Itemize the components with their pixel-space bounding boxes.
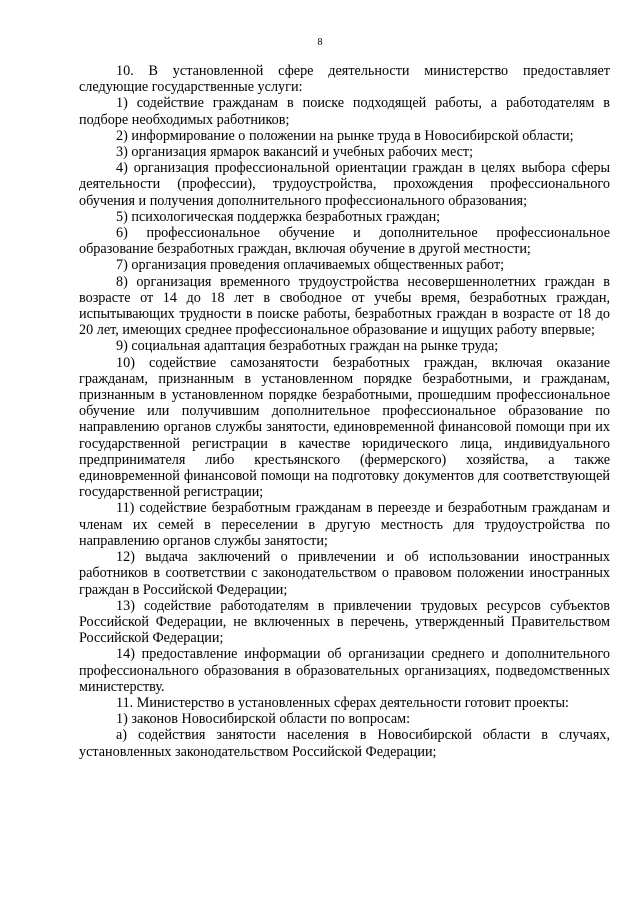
paragraph: а) содействия занятости населения в Новосибирской области в случаях, установленных законодательством Российской Федерации; <box>79 727 610 760</box>
paragraph: 9) социальная адаптация безработных граждан на рынке труда; <box>116 338 499 355</box>
paragraph: 11. Министерство в установленных сферах деятельности готовит проекты: <box>116 694 569 711</box>
paragraph: 4) организация профессиональной ориентации граждан в целях выбора сферы деятельности (профессии), трудоустройства, прохождения профессионального обучения и получения дополнительного профессионального образования; <box>79 160 610 209</box>
paragraph: 6) профессиональное обучение и дополнительное профессиональное образование безработных граждан, включая обучение в другой местности; <box>79 225 610 258</box>
document-body <box>79 63 610 760</box>
paragraph: 3) организация ярмарок вакансий и учебных рабочих мест; <box>116 144 474 161</box>
paragraph: 10) содействие самозанятости безработных граждан, включая оказание гражданам, признанным в установленном порядке безработными, и гражданам, признанным в установленном порядке безработными, прошедшим профессиональное обучение или получившим дополнительное профессиональное образование по направлению органов службы занятости, единовременной финансовой помощи при их государственной регистрации в качестве юридического лица, индивидуального предпринимателя либо крестьянского (фермерского) хозяйства, а также единовременной финансовой помощи на подготовку документов для соответствующей государственной регистрации; <box>79 354 610 501</box>
paragraph: 12) выдача заключений о привлечении и об использовании иностранных работников в соответствии с законодательством о правовом положении иностранных граждан в Российской Федерации; <box>79 549 610 598</box>
paragraph: 8) организация временного трудоустройства несовершеннолетних граждан в возрасте от 14 до 18 лет в свободное от учебы время, безработных граждан, испытывающих трудности в поиске работы, безработных граждан в возрасте от 18 до 20 лет, имеющих среднее профессиональное образование и ищущих работу впервые; <box>79 273 610 339</box>
page-number: 8 <box>317 37 323 48</box>
paragraph: 1) содействие гражданам в поиске подходящей работы, а работодателям в подборе необходимых работников; <box>79 95 610 128</box>
paragraph: 10. В установленной сфере деятельности министерство предоставляет следующие государственные услуги: <box>79 63 610 96</box>
paragraph: 5) психологическая поддержка безработных граждан; <box>116 208 441 225</box>
paragraph: 7) организация проведения оплачиваемых общественных работ; <box>116 257 505 274</box>
paragraph: 14) предоставление информации об организации среднего и дополнительного профессионального образования в образовательных организациях, подведомственных министерству. <box>79 646 610 695</box>
paragraph: 1) законов Новосибирской области по вопросам: <box>116 711 411 728</box>
paragraph: 11) содействие безработным гражданам в переезде и безработным гражданам и членам их семей в переселении в другую местность для трудоустройства по направлению органов службы занятости; <box>79 500 610 549</box>
paragraph: 2) информирование о положении на рынке труда в Новосибирской области; <box>116 127 574 144</box>
paragraph: 13) содействие работодателям в привлечении трудовых ресурсов субъектов Российской Федерации, не включенных в перечень, утвержденный Правительством Российской Федерации; <box>79 597 610 647</box>
